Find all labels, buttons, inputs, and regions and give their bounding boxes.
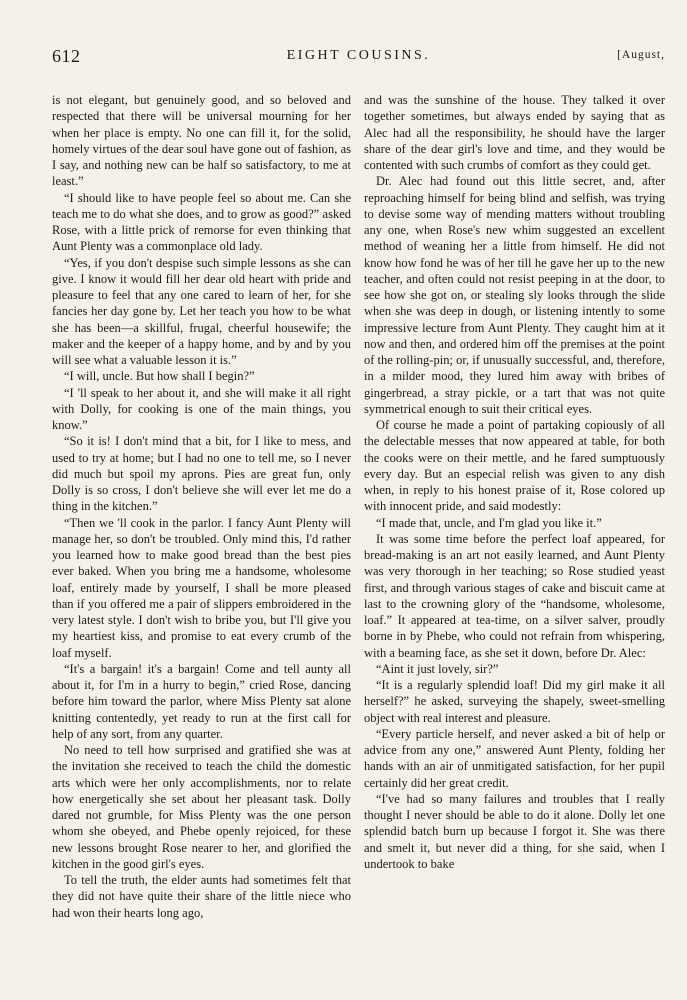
paragraph: No need to tell how surprised and gratified she was at the invitation she received to teach the child the domestic arts which were her only accomplishments, nor to relate how energetically she set about her pleasant task. Dolly dared not grumble, for Miss Plenty was the one person whom she obeyed, and Phebe openly rejoiced, for these new lessons brought Rose nearer to her, and glorified the kitchen in the good girl's eyes.: [52, 743, 351, 871]
issue-month: [August,: [617, 49, 665, 61]
paragraph: “Yes, if you don't despise such simple lessons as she can give. I know it would fill her dear old heart with pride and pleasure to feel that any one cared to learn of her, for she fancies her day gone by. Let her teach you how to be what she has been—a skillful, frugal, cheerful housewife; the maker and the keeper of a happy home, and by and by you will see what a valuable lesson it is.”: [52, 255, 351, 367]
paragraph: “It's a bargain! it's a bargain! Come and tell aunty all about it, for I'm in a hurry to begin,” cried Rose, dancing before him toward the parlor, where Miss Plenty sat alone knitting contentedly, yet ready to run at the first call for help of any sort, from any quarter.: [52, 661, 351, 741]
paragraph: “I 'll speak to her about it, and she will make it all right with Dolly, for cooking is one of the main things, you know.”: [52, 385, 351, 432]
paragraph: Of course he made a point of partaking copiously of all the delectable messes that now appeared at table, for both the cooks were on their mettle, and he fared sumptuously every day. But an especial relish was given to any dish when, in reply to his honest praise of it, Rose colored up with innocent pride, and said modestly:: [364, 418, 665, 514]
paragraph: “Then we 'll cook in the parlor. I fancy Aunt Plenty will manage her, so don't be troubled. Only mind this, I'd rather you learned how to make good bread than the best pies ever baked. When you bring me a handsome, wholesome loaf, entirely made by yourself, I shall be more pleased than if you offered me a pair of slippers embroidered in the very latest style. I don't wish to bribe you, but I'll give you my heartiest kiss, and promise to eat every crumb of the loaf myself.: [52, 515, 351, 660]
paragraph: “Aint it just lovely, sir?”: [376, 661, 499, 676]
page-number: 612: [52, 46, 81, 66]
paragraph: “I've had so many failures and troubles that I really thought I never should be able to do it alone. Dolly let one splendid batch burn up because I forgot it. She was there and smelt it, but never did a thing, for she said, when I undertook to bake: [364, 791, 665, 871]
paragraph: “I made that, uncle, and I'm glad you like it.”: [376, 515, 602, 530]
paragraph: To tell the truth, the elder aunts had sometimes felt that they did not have quite their share of the little niece who had won their hearts long ago,: [52, 873, 351, 920]
paragraph: “I should like to have people feel so about me. Can she teach me to do what she does, and to grow as good?” asked Rose, with a little prick of remorse for even thinking that Aunt Plenty was a commonplace old lady.: [52, 190, 351, 254]
paragraph: “It is a regularly splendid loaf! Did my girl make it all herself?” he asked, surveying the shapely, sweet-smelling object with real interest and pleasure.: [364, 678, 665, 725]
paragraph: Dr. Alec had found out this little secret, and, after reproaching himself for being blind and selfish, was trying to devise some way of mending matters without troubling any one, when Rose's new whim suggested an excellent method of weaning her a little from himself. He did not know how fond he was of her till he gave her up to the new teacher, and often could not resist peeping in at the door, to see how she got on, or stealing sly looks through the slide when she was deep in dough, or listening intently to some impressive lecture from Aunt Plenty. They caught him at it now and then, and ordered him off the premises at the point of the rolling-pin; or, if unusually successful, and, therefore, in a milder mood, they lured him away with bribes of gingerbread, a stray pickle, or a tart that was not quite symmetrical enough to suit their critical eyes.: [364, 174, 665, 416]
paragraph: “I will, uncle. But how shall I begin?”: [64, 369, 255, 384]
paragraph: and was the sunshine of the house. They talked it over together sometimes, but always ended by saying that as Alec had all the responsibility, he should have the larger share of the dear girl's love and time, and they would be contented with such crumbs of comfort as they could get.: [364, 93, 665, 172]
left-column: [52, 92, 351, 921]
right-column: [364, 92, 665, 872]
paragraph: is not elegant, but genuinely good, and so beloved and respected that there will be universal mourning for her when her place is empty. No one can fill it, for the solid, homely virtues of the dear soul have gone out of fashion, as I say, and nothing new can be half so satisfactory, to me at least.”: [52, 93, 351, 189]
paragraph: It was some time before the perfect loaf appeared, for bread-making is an art not easily learned, and Aunt Plenty was very thorough in her teaching; so Rose studied yeast first, and through various stages of cake and biscuit came at last to the crowning glory of the “handsome, wholesome, loaf.” It appeared at tea-time, on a silver salver, proudly borne in by Phebe, who could not refrain from whispering, with a beaming face, as she set it down, before Dr. Alec:: [364, 531, 665, 660]
paragraph: “So it is! I don't mind that a bit, for I like to mess, and used to try at home; but I had no one to tell me, so I never did much but spoil my aprons. Pies are great fun, only Dolly is so cross, I don't believe she will ever let me do a thing in the kitchen.”: [52, 434, 351, 514]
paragraph: “Every particle herself, and never asked a bit of help or advice from any one,” answered Aunt Plenty, folding her hands with an air of unmitigated satisfaction, for her pupil certainly did her great credit.: [364, 726, 665, 790]
running-title: EIGHT COUSINS.: [286, 48, 431, 63]
page-header: [52, 46, 665, 72]
